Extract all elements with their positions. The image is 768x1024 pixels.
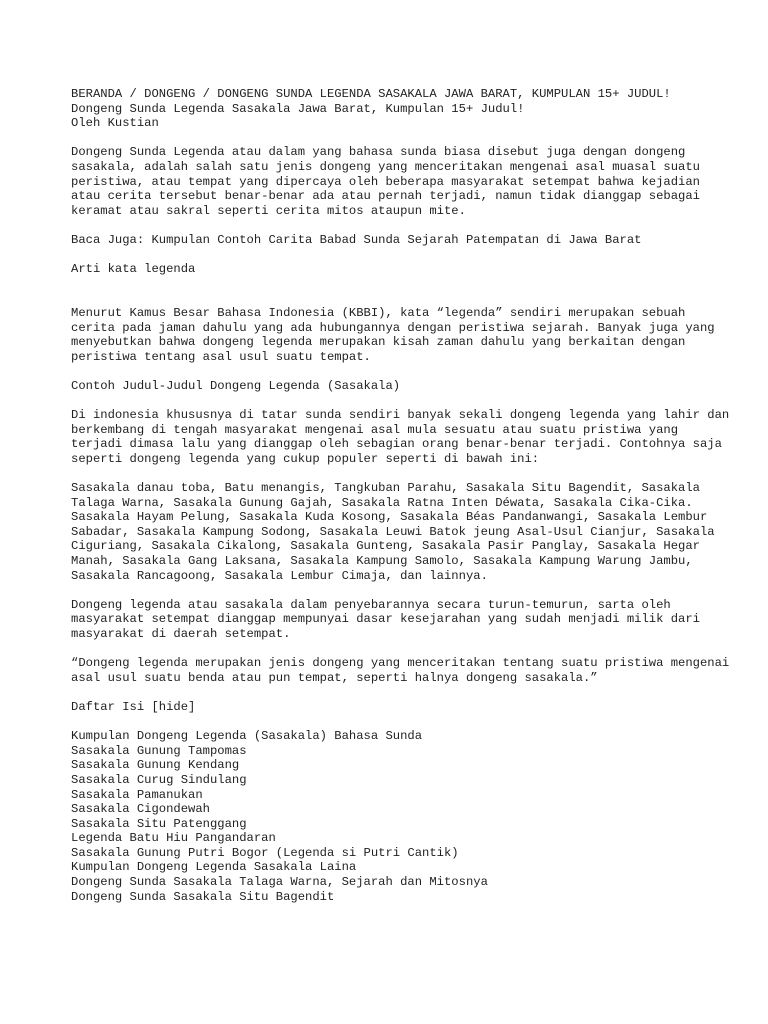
toc-item[interactable]: Sasakala Situ Patenggang <box>71 816 247 831</box>
toc-toggle[interactable]: Daftar Isi [hide] <box>71 699 196 714</box>
heading-arti-legenda: Arti kata legenda <box>71 262 196 277</box>
toc-item[interactable]: Sasakala Gunung Kendang <box>71 758 240 773</box>
breadcrumb[interactable]: BERANDA / DONGENG / DONGENG SUNDA LEGENDA SASAKALA JAWA BARAT, KUMPULAN 15+ JUDUL! <box>71 87 671 101</box>
article <box>71 87 731 904</box>
toc-item[interactable]: Kumpulan Dongeng Legenda (Sasakala) Bahasa Sunda <box>71 729 423 744</box>
toc-item[interactable]: Sasakala Pamanukan <box>71 787 203 802</box>
indonesia-paragraph: Di indonesia khususnya di tatar sunda sendiri banyak sekali dongeng legenda yang lahir dan berkembang di tengah masyarakat mengenai asal mula sesuatu atau suatu pristiwa yang terjadi dimasa lalu yang dianggap oleh sebagian orang benar-benar terjadi. Contohnya saja seperti dongeng legenda yang cukup populer seperti di bawah ini: <box>71 408 730 466</box>
kbbi-paragraph: Menurut Kamus Besar Bahasa Indonesia (KBBI), kata “legenda” sendiri merupakan sebuah cerita pada jaman dahulu yang ada hubungannya dengan peristiwa sejarah. Banyak juga yang menyebutkan bahwa dongeng legenda merupakan kisah zaman dahulu yang berkaitan dengan peristiwa tentang asal usul suatu tempat. <box>71 305 715 364</box>
toc-item[interactable]: Sasakala Cigondewah <box>71 802 210 817</box>
page-title: Dongeng Sunda Legenda Sasakala Jawa Barat, Kumpulan 15+ Judul! <box>71 101 525 116</box>
toc-item[interactable]: Legenda Batu Hiu Pangandaran <box>71 831 276 846</box>
quote-paragraph: “Dongeng legenda merupakan jenis dongeng yang menceritakan tentang suatu pristiwa mengenai asal usul suatu benda atau pun tempat, seperti halnya dongeng sasakala.” <box>71 656 730 685</box>
toc-item[interactable]: Dongeng Sunda Sasakala Situ Bagendit <box>71 889 335 904</box>
toc-item[interactable]: Sasakala Gunung Putri Bogor (Legenda si Putri Cantik) <box>71 845 459 860</box>
toc-item[interactable]: Sasakala Gunung Tampomas <box>71 743 247 758</box>
penyebaran-paragraph: Dongeng legenda atau sasakala dalam penyebarannya secara turun-temurun, sarta oleh masyarakat setempat dianggap mempunyai dasar kesejarahan yang sudah menjadi milik dari masyarakat di daerah setempat. <box>71 597 700 641</box>
intro-paragraph: Dongeng Sunda Legenda atau dalam yang bahasa sunda biasa disebut juga dengan dongeng sasakala, adalah salah satu jenis dongeng yang menceritakan mengenai asal muasal suatu peristiwa, atau tempat yang dipercaya oleh beberapa masyarakat setempat bahwa kejadian atau cerita tersebut benar-benar ada atau pernah terjadi, namun tidak dianggap sebagai keramat atau sakral seperti cerita mitos ataupun mite. <box>71 145 700 218</box>
table-of-contents <box>71 729 731 904</box>
toc-item[interactable]: Sasakala Curug Sindulang <box>71 772 247 787</box>
baca-juga-link[interactable]: Baca Juga: Kumpulan Contoh Carita Babad Sunda Sejarah Patempatan di Jawa Barat <box>71 232 642 247</box>
examples-paragraph: Sasakala danau toba, Batu menangis, Tangkuban Parahu, Sasakala Situ Bagendit, Sasakala Talaga Warna, Sasakala Gunung Gajah, Sasakala Ratna Inten Déwata, Sasakala Cika-Cika. Sasakala Hayam Pelung, Sasakala Kuda Kosong, Sasakala Béas Pandanwangi, Sasakala Lembur Sabadar, Sasakala Kampung Sodong, Sasakala Leuwi Batok jeung Asal-Usul Cianjur, Sasakala Ciguriang, Sasakala Cikalong, Sasakala Gunteng, Sasakala Pasir Panglay, Sasakala Hegar Manah, Sasakala Gang Laksana, Sasakala Kampung Samolo, Sasakala Kampung Warung Jambu, Sasakala Rancagoong, Sasakala Lembur Cimaja, dan lainnya. <box>71 481 715 583</box>
toc-item[interactable]: Kumpulan Dongeng Legenda Sasakala Laina <box>71 860 357 875</box>
author: Oleh Kustian <box>71 116 159 131</box>
heading-contoh-judul: Contoh Judul-Judul Dongeng Legenda (Sasakala) <box>71 378 401 393</box>
toc-item[interactable]: Dongeng Sunda Sasakala Talaga Warna, Sejarah dan Mitosnya <box>71 875 488 890</box>
